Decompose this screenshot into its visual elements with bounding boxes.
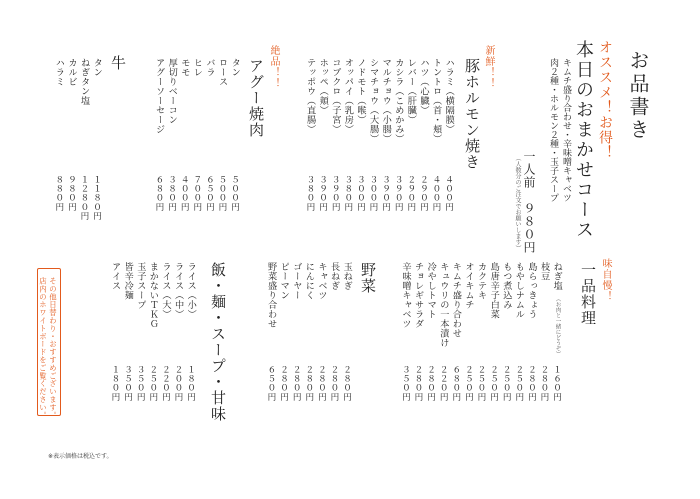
menu-item-name: 皆辛冷麺 [122, 262, 134, 300]
meshi-title: 飯・麺・スープ・甘味 [209, 262, 227, 422]
agu-title: アグー焼肉 [247, 58, 265, 138]
menu-item-name: ライス（小） [185, 262, 197, 319]
menu-item-price: ２９０円 [405, 175, 416, 212]
notice-line-1: その他日替わり・おすすめございます。 [48, 277, 58, 420]
menu-item-price: ３５０円 [135, 365, 146, 402]
menu-item-name: 冷やしトマト [425, 262, 437, 319]
notice-line-2: 店内のホワイトボードをご覧ください。 [38, 277, 48, 420]
menu-item-price: ２５０円 [488, 365, 499, 402]
menu-item-price: １６０円 [551, 365, 562, 402]
menu-item-name: ホッペ（頬） [317, 58, 329, 115]
menu-item-name: ライス（大） [160, 262, 171, 319]
menu-item-name: レバー（肝臓） [405, 58, 417, 125]
menu-item-price: １８０円 [185, 365, 196, 402]
menu-item-name: ヒレ [191, 58, 203, 77]
menu-item-price: ２５０円 [463, 365, 474, 402]
menu-item-name: カクテキ [475, 262, 487, 300]
menu-item-price: ３８０円 [166, 175, 177, 212]
menu-item-name: カシラ（こめかみ） [392, 58, 404, 144]
menu-item-name: 長ねぎ [328, 262, 340, 291]
menu-item-name: ゴーヤー [290, 262, 302, 300]
menu-item-price: ３９０円 [317, 175, 328, 212]
menu-item-price: ３８０円 [304, 175, 315, 212]
menu-item-price: ２８０円 [538, 365, 549, 402]
menu-item-price: ２８０円 [526, 365, 537, 402]
menu-item-name: ノドモト（喉） [355, 58, 366, 125]
menu-item-name: ハラミ（横隔膜） [443, 58, 455, 134]
menu-item-name: ロース [216, 58, 228, 87]
menu-item-name: チョレギサラダ [412, 262, 424, 329]
menu-item-name: モモ [178, 58, 190, 77]
menu-item-price: ４００円 [179, 175, 190, 212]
gyu-title: 牛 [109, 55, 127, 71]
ippin-tag: 味自慢！ [600, 258, 611, 302]
menu-item-name: まかないＴＫＧ [147, 262, 159, 329]
menu-item-price: ６５０円 [204, 175, 215, 212]
menu-item-price: ５００円 [229, 175, 240, 212]
course-desc-1: キムチ盛り合わせ・辛味噌キャベツ [561, 58, 571, 202]
course-note: （人数分のご注文でお願いします） [514, 155, 521, 251]
menu-item-price: ２２０円 [438, 365, 449, 402]
menu-item-price: ４００円 [443, 175, 454, 212]
menu-item-price: ２８０円 [425, 365, 436, 402]
menu-item-name: ハツ（心臓） [418, 58, 429, 115]
menu-item-price: ２８０円 [328, 365, 339, 402]
menu-item-price: ３９０円 [393, 175, 404, 212]
menu-item-price: ６５０円 [265, 365, 276, 402]
menu-item-name: シマチョウ（大腸） [367, 58, 379, 144]
menu-item-price: ６８０円 [153, 175, 164, 212]
menu-item-name: ねぎ塩 [551, 262, 563, 291]
menu-item-name: オッパイ（乳房） [342, 58, 354, 134]
menu-item-price: ９８０円 [66, 175, 77, 212]
menu-item-name: タン [91, 58, 103, 77]
menu-item-name: トントロ（首・頬） [430, 58, 442, 144]
menu-item-name: アイス [109, 262, 121, 291]
menu-item-price: ２５０円 [475, 365, 486, 402]
menu-item-price: ３５０円 [400, 365, 411, 402]
menu-item-name: ピーマン [278, 262, 290, 300]
menu-item-price: １２８０円 [78, 175, 89, 221]
horumon-title: 豚ホルモン焼き [463, 58, 481, 170]
menu-item-name: キャベツ [316, 262, 327, 300]
menu-item-name: にんにく [303, 262, 315, 300]
menu-item-name: ねぎタン塩 [78, 58, 90, 106]
horumon-tag: 新鮮！！ [483, 45, 494, 89]
menu-item-name: マルチョウ（小腸） [380, 58, 392, 144]
menu-item-name: キムチ盛り合わせ [450, 262, 462, 338]
course-desc-2: 肉２種・ホルモン２種・玉子スープ [548, 58, 558, 202]
menu-item-price: ３９０円 [380, 175, 391, 212]
menu-item-price: ２２０円 [160, 365, 171, 402]
menu-item-name: ライス（中） [172, 262, 184, 319]
menu-item-price: １８０円 [109, 365, 120, 402]
menu-item-price: ２８０円 [341, 365, 352, 402]
menu-item-name: 島唐辛子白菜 [488, 262, 500, 319]
yasai-title: 野菜 [359, 262, 377, 294]
menu-item-price: ２５０円 [147, 365, 158, 402]
menu-item-name: 厚切りベーコン [166, 58, 178, 125]
menu-item-price: ２５０円 [513, 365, 524, 402]
footnote: ※表示価格は税込です。 [48, 453, 113, 460]
menu-item-name: もやしナムル [513, 262, 525, 319]
menu-item-price: １１８０円 [91, 175, 102, 221]
menu-item-name: もつ煮込み [500, 262, 512, 310]
menu-item-name: 辛味噌キャベツ [400, 262, 411, 329]
menu-item-name: バラ [204, 58, 215, 77]
menu-item-price: ３００円 [355, 175, 366, 212]
menu-item-price: ２８０円 [412, 365, 423, 402]
agu-tag: 絶品！！ [268, 45, 279, 89]
notice-box [37, 268, 61, 420]
menu-item-name: テッポウ（直腸） [304, 58, 316, 134]
course-tagline: オススメ！お得！ [597, 40, 613, 160]
menu-item-name: タン [229, 58, 241, 77]
menu-item-name: オイキムチ [463, 262, 474, 310]
menu-item-price: ２００円 [172, 365, 183, 402]
menu-item-name: カルビ [66, 58, 77, 87]
menu-item-name: コブクロ（子宮） [329, 58, 341, 134]
menu-item-name: ハラミ [53, 58, 65, 87]
course-title: 本日のおまかせコース [573, 40, 594, 240]
menu-item-price: ４００円 [430, 175, 441, 212]
menu-item-price: ７００円 [191, 175, 202, 212]
menu-item-price: ６８０円 [450, 365, 461, 402]
menu-item-price: ５００円 [216, 175, 227, 212]
menu-item-price: ３５０円 [122, 365, 133, 402]
menu-item-price: ３８０円 [342, 175, 353, 212]
menu-item-price: ２８０円 [278, 365, 289, 402]
menu-item-price: ２８０円 [316, 365, 327, 402]
menu-item-name: 玉ねぎ [341, 262, 353, 291]
menu-item-name: 島らっきょう [526, 262, 537, 319]
menu-item-name: 枝豆 [538, 262, 550, 281]
menu-item-name: キュウリの一本漬け [437, 262, 449, 348]
menu-item-price: ２８０円 [303, 365, 314, 402]
menu-item-price: ２８０円 [291, 365, 302, 402]
course-price: 一人前 ９８０円 [522, 150, 536, 254]
menu-item-note: （お肉と一緒にどうぞ） [554, 296, 561, 357]
menu-title: お品書き [626, 50, 650, 142]
menu-item-price: ８８０円 [53, 175, 64, 212]
menu-item-price: ２９０円 [418, 175, 429, 212]
menu-item-name: 野菜盛り合わせ [265, 262, 277, 329]
menu-item-price: ３９０円 [330, 175, 341, 212]
menu-item-name: アグーソーセージ [153, 58, 165, 134]
menu-item-price: ２５０円 [501, 365, 512, 402]
menu-item-name: 玉子スープ [134, 262, 146, 310]
ippin-title: 一品料理 [579, 262, 597, 326]
menu-item-price: ３００円 [367, 175, 378, 212]
